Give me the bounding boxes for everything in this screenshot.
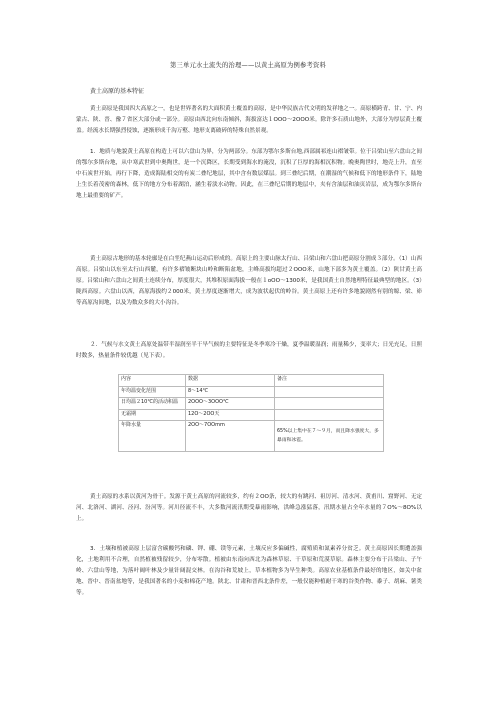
table-row bbox=[119, 421, 384, 452]
paragraph-landform: 黄土高原古地形的基本轮廓是在白垩纪燕山运动后形成的。高原上的主要山脉太行山、吕梁山和六盘山把高原分割成３部分。（1）山西高原。吕梁山以东至太行山西麓，有许多褶皱断块山岭和断陷盆地，主峰高拔均超过２OOO米，山地下部多为黄土覆盖。（2）陕甘黄土高原。吕梁山和六盘山之间黄土连续分布，厚度很大，其堆积原面海拔一般在１oOO～1300米，是我国黄土自然地理特征最典型的地区。（3）陇西高原。六盘山以西，高原海拔约２000米，黄土厚度逐渐增大，成为波状起伏的岭谷。黄土高原上还有许多地貌剧然有别的塬、梁、峁等高原沟间地，以及为数众多的大小沟谷。 bbox=[76, 256, 422, 306]
table-note: 65%以上集中在７～９月，而且降水强度大，多暴雨和冰雹。 bbox=[277, 429, 379, 443]
table-cell: 12O～2OO天 bbox=[186, 409, 275, 421]
paragraph-hydrology: 黄土高原的水系以黄河为骨干。发源于黄土高原的河流较多，约有２OO条，较大的有跳河、祖厉河、清水河、黄甫川、窟野河、无定河、北洛河、湖河、泾河、汾河等。河川径流不丰，大多数河流汛期受暴雨影响，洪峰急涨猛落，汛期水量占全年水量的７O%～8O%以上。 bbox=[76, 494, 422, 522]
document-title: 第三单元水土流失的治理——以黄土高原为例参考资料 bbox=[170, 62, 326, 69]
table-cell bbox=[275, 421, 384, 452]
table-row bbox=[119, 386, 384, 398]
paragraph-intro: 黄土高原是我国四大高原之一，也是世界著名的大面积黄土覆盖的高原，是中华民族古代文明的发祥地之一。高原横跨青、甘、宁、内蒙古、陕、晋、豫７省区大部分或一部分。高原由西北向东南倾斜，海拔富达１OOO～2OOO米。除许多石质山地外，大部分为厚层黄土覆盖。经流水长期强烈侵蚀，逐渐形成千沟万壑、地形支离破碎的特殊自然景观。 bbox=[76, 106, 422, 134]
table-cell: 年降水量 bbox=[119, 421, 186, 452]
table-cell bbox=[275, 398, 384, 410]
paragraph-climate: ２．气候与水文黄土高原处温带半湿润至半干旱气候的主要特征是冬季寒冷干燥，夏季温暖湿润；雨量稀少，变率大；日光充足，日照时数多，热量条件较优越（见下表）。 bbox=[76, 342, 422, 359]
table-cell: 2OOO～3OOO℃ bbox=[186, 398, 275, 410]
table-cell: 日均温２10℃的活动积温 bbox=[119, 398, 186, 410]
table-row bbox=[119, 409, 384, 421]
section-heading: 黄土高原的基本特征 bbox=[90, 88, 145, 95]
paragraph-geology: 1．地质与地貌黄土高原在构造上可以六盘山为界，分为两部分。东部为鄂尔多斯台地,西部属祁连山褶皱带。位于吕梁山至六盘山之间的鄂尔多斯台地，从中寒武世到中奥陶世，是一个沉降区，长期受到海水的淹没，沉积了巨厚的海相沉积物。晚奥陶世时，地壳上升，直至中石炭世开始，再行下降，造成海陆相交的有炭二叠纪地层，其中含有数层煤层。到三叠纪后期，在潮湿的气候和低下的地形条件下，陆地上生长着茂密的森林，低下的地方分布着湖泊，涵生着淡水动物。因此，在三叠纪后期的地层中，夹有含油层和油页岩层，成为鄂尔多斯台地上最重要的矿产。 bbox=[76, 149, 422, 199]
table-cell: 2OO～7OOmm bbox=[186, 421, 275, 452]
climate-table bbox=[118, 374, 384, 452]
table-cell: 无霜期 bbox=[119, 409, 186, 421]
table-cell: 年均温变化范围 bbox=[119, 386, 186, 398]
table-header-cell: 备注 bbox=[275, 375, 384, 387]
table-header-cell: 内容 bbox=[119, 375, 186, 387]
table-row bbox=[119, 375, 384, 387]
table-cell bbox=[275, 386, 384, 398]
paragraph-soil-vegetation: 3．土壤和植被高原上层富含碳酸钙和磷、钾、硼、镁等元素，土壤反应多偏碱性，腐殖质和氮素养分贫乏。黄土高原因长期遭盖强化，土地利用不合理，自然植被残留较少，分布零散。植被由东南向西北为森林草原、干草原和荒漠草原。森林主要分布于吕梁山、子午岭、六盘山等地，为落叶阔叶林及少量针阔混交林。在沟谷和荒坡上，草本植物多为旱生种类。高原农业基植条件最好的地区，如关中盆地、晋中、晋南盆地等，是我国著名的小麦和棉花产地。陕北、甘肃和晋西北条件差，一般仅能种植耐干寒的谷类作物、黍子、胡麻、薯类等。 bbox=[76, 546, 422, 596]
table-cell bbox=[275, 409, 384, 421]
table-row bbox=[119, 398, 384, 410]
table-cell: 8～14℃ bbox=[186, 386, 275, 398]
table-header-cell: 数据 bbox=[186, 375, 275, 387]
